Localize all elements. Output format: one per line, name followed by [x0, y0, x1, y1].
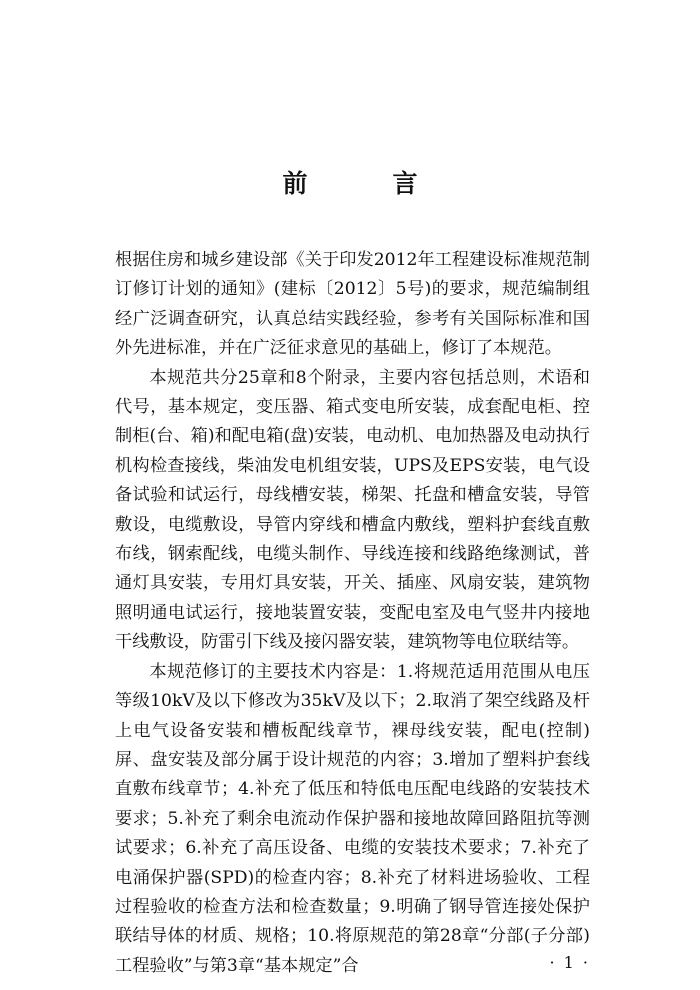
page-number: · 1 · [549, 953, 590, 972]
paragraph-revisions: 本规范修订的主要技术内容是：1.将规范适用范围从电压等级10kV及以下修改为35kV及以下；2.取消了架空线路及杆上电气设备安装和槽板配线章节，裸母线安装，配电(控制)屏、盘安装及部分属于设计规范的内容；3.增加了塑料护套线直敷布线章节；4.补充了低压和特低电压配电线路的安装技术要求；5.补充了剩余电流动作保护器和接地故障回路阻抗等测试要求；6.补充了高压设备、电缆的安装技术要求；7.补充了电涌保护器(SPD)的检查内容；8.补充了材料进场验收、工程过程验收的检查方法和检查数量；9.明确了钢导管连接处保护联结导体的材质、规格；10.将原规范的第28章“分部(子分部)工程验收”与第3章“基本规定”合 [115, 661, 590, 976]
document-body [115, 246, 590, 981]
page-title: 前 言 [282, 169, 448, 198]
paragraph-contents: 本规范共分25章和8个附录，主要内容包括总则，术语和代号，基本规定，变压器、箱式变电所安装，成套配电柜、控制柜(台、箱)和配电箱(盘)安装，电动机、电加热器及电动执行机构检查接线，柴油发电机组安装，UPS及EPS安装，电气设备试验和试运行，母线槽安装，梯架、托盘和槽盒安装，导管敷设，电缆敷设，导管内穿线和槽盒内敷线，塑料护套线直敷布线，钢索配线，电缆头制作、导线连接和线路绝缘测试，普通灯具安装，专用灯具安装，开关、插座、风扇安装，建筑物照明通电试运行，接地装置安装，变配电室及电气竖井内接地干线敷设，防雷引下线及接闪器安装，建筑物等电位联结等。 [115, 367, 590, 653]
paragraph-intro: 根据住房和城乡建设部《关于印发2012年工程建设标准规范制订修订计划的通知》(建标〔2012〕5号)的要求，规范编制组经广泛调查研究，认真总结实践经验，参考有关国际标准和国外先进标准，并在广泛征求意见的基础上，修订了本规范。 [115, 250, 590, 359]
